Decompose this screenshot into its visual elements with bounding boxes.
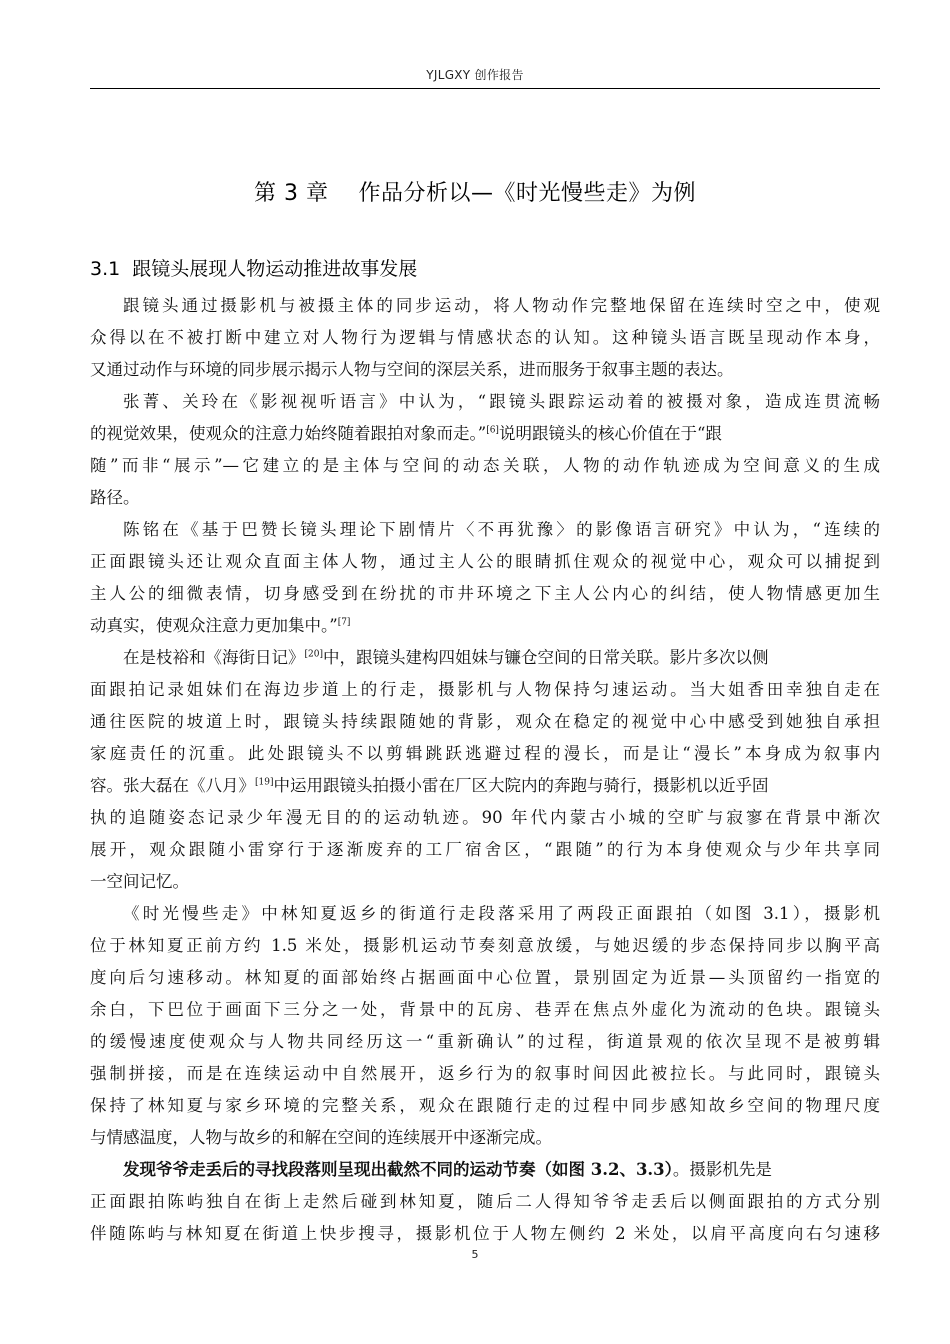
paragraph-3-line-3: 主人公的细微表情，切身感受到在纷扰的市井环境之下主人公内心的纠结，使人物情感更加生 [90,584,880,603]
running-header: YJLGXY 创作报告 [426,68,524,82]
citation-7: [7] [337,617,351,628]
paragraph-5-line-4: 余白，下巴位于画面下三分之一处，背景中的瓦房、巷弄在焦点外虚化为流动的色块。跟镜头 [90,1000,880,1019]
citation-6: [6] [486,425,499,436]
paragraph-3-line-4-text: 动真实，使观众注意力更加集中。” [90,616,338,635]
paragraph-2-line-4: 路径。 [90,488,140,507]
paragraph-2-line-2-tail: 说明跟镜头的核心价值在于 [498,424,697,443]
paragraph-4-line-5 [90,770,880,802]
paragraph-5-line-7: 保持了林知夏与家乡环境的完整关系，观众在跟随行走的过程中同步感知故乡空间的物理尺度 [90,1096,880,1115]
paragraph-5-line-1: 《时光慢些走》中林知夏返乡的街道行走段落采用了两段正面跟拍（如图 3.1），摄影机 [123,904,880,923]
paragraph-4-line-6: 执的追随姿态记录少年漫无目的的运动轨迹。90 年代内蒙古小城的空旷与寂寥在背景中渐次 [90,808,880,827]
paragraph-4-line-5-tail: 中运用跟镜头拍摄小雷在厂区大院内的奔跑与骑行，摄影机以近乎固 [273,776,769,795]
paragraph-6-line-2: 正面跟拍陈屿独自在街上走然后碰到林知夏，随后二人得知爷爷走丢后以侧面跟拍的方式分别 [90,1192,880,1211]
section-title: 3.1 跟镜头展现人物运动推进故事发展 [90,258,418,280]
paragraph-5-line-3: 度向后匀速移动。林知夏的面部始终占据画面中心位置，景别固定为近景—头顶留约一指宽的 [90,968,880,987]
paragraph-5-line-8: 与情感温度，人物与故乡的和解在空间的连续展开中逐渐完成。 [90,1128,552,1147]
body-text [90,290,880,1250]
paragraph-6-bold-lead: 发现爷爷走丢后的寻找段落则呈现出截然不同的运动节奏（如图 3.2、3.3） [123,1160,673,1179]
paragraph-4-line-1 [90,642,880,674]
paragraph-3-line-1: 陈铭在《基于巴赞长镜头理论下剧情片〈不再犹豫〉的影像语言研究》中认为，“连续的 [123,520,880,539]
paragraph-4-line-8: 一空间记忆。 [90,872,189,891]
paragraph-6-line-3: 伴随陈屿与林知夏在街道上快步搜寻，摄影机位于人物左侧约 2 米处，以肩平高度向右匀速移 [90,1224,880,1243]
page-number: 5 [471,1248,479,1261]
paragraph-6-line-1 [90,1154,880,1186]
paragraph-2-line-1: 张菁、关玲在《影视视听语言》中认为，“跟镜头跟踪运动着的被摄对象，造成连贯流畅 [123,392,880,411]
paragraph-1-line-2: 众得以在不被打断中建立对人物行为逻辑与情感状态的认知。这种镜头语言既呈现动作本身， [90,328,880,347]
paragraph-2-line-2-end: “跟 [696,424,722,443]
paragraph-2-line-3: 随”而非“展示”—它建立的是主体与空间的动态关联，人物的动作轨迹成为空间意义的生成 [90,456,880,475]
paragraph-4-line-5-head: 容。张大磊在《八月》 [90,776,255,795]
paragraph-4-line-3: 通往医院的坡道上时，跟镜头持续跟随她的背影，观众在稳定的视觉中心中感受到她独自承担 [90,712,880,731]
paragraph-5-line-2: 位于林知夏正前方约 1.5 米处，摄影机运动节奏刻意放缓，与她迟缓的步态保持同步以胸平高 [90,936,880,955]
paragraph-4-line-2: 面跟拍记录姐妹们在海边步道上的行走，摄影机与人物保持匀速运动。当大姐香田幸独自走在 [90,680,880,699]
paragraph-3-line-4 [90,610,880,642]
citation-19: [19] [255,777,274,788]
paragraph-3-line-2: 正面跟镜头还让观众直面主体人物，通过主人公的眼睛抓住观众的视觉中心，观众可以捕捉到 [90,552,880,571]
paragraph-6-line-1-tail: 。摄影机先是 [672,1160,772,1179]
chapter-title: 第 3 章 作品分析以—《时光慢些走》为例 [254,181,696,206]
paragraph-4-line-7: 展开，观众跟随小雷穿行于逐渐废弃的工厂宿舍区，“跟随”的行为本身使观众与少年共享同 [90,840,880,859]
header-rule [90,88,880,89]
paragraph-5-line-6: 强制拼接，而是在连续运动中自然展开，返乡行为的叙事时间因此被拉长。与此同时，跟镜头 [90,1064,880,1083]
paragraph-1-line-3: 又通过动作与环境的同步展示揭示人物与空间的深层关系，进而服务于叙事主题的表达。 [90,360,734,379]
citation-20: [20] [304,649,323,660]
paragraph-1-line-1: 跟镜头通过摄影机与被摄主体的同步运动，将人物动作完整地保留在连续时空之中，使观 [123,296,880,315]
paragraph-5-line-5: 的缓慢速度使观众与人物共同经历这一“重新确认”的过程，街道景观的依次呈现不是被剪辑 [90,1032,880,1051]
paragraph-4-line-1-tail: 中，跟镜头建构四姐妹与镰仓空间的日常关联。影片多次以侧 [322,648,769,667]
paragraph-2-line-2-text: 的视觉效果，使观众的注意力始终随着跟拍对象而走。” [90,424,487,443]
paragraph-4-line-1-head: 在是枝裕和《海街日记》 [123,648,305,667]
paragraph-2-line-2 [90,418,880,450]
paragraph-4-line-4: 家庭责任的沉重。此处跟镜头不以剪辑跳跃逃避过程的漫长，而是让“漫长”本身成为叙事内 [90,744,880,763]
